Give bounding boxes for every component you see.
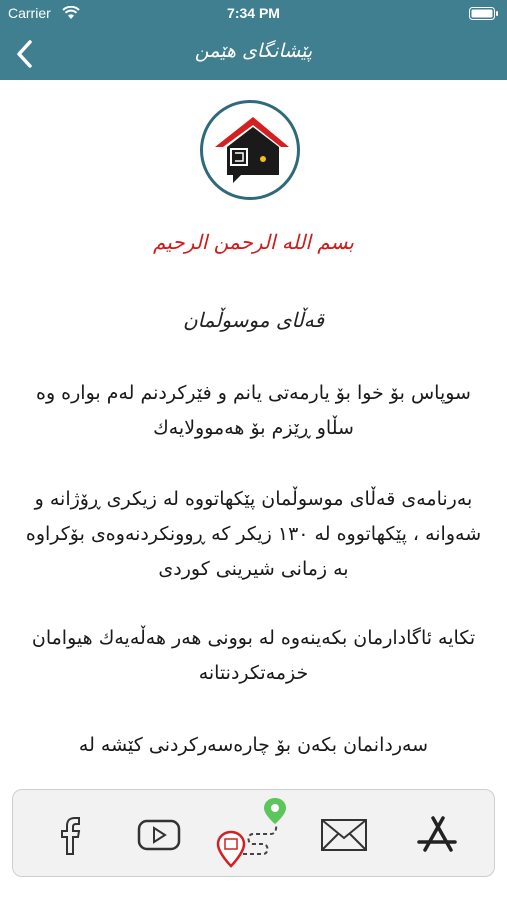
youtube-button[interactable] xyxy=(133,810,185,860)
basmala-text: بسم الله الرحمن الرحيم xyxy=(152,230,354,254)
visit-paragraph: سەردانمان بکەن بۆ چارەسەرکردنی کێشە لە xyxy=(78,734,429,756)
battery-icon xyxy=(469,7,499,20)
mail-button[interactable] xyxy=(318,810,370,860)
carrier-label: Carrier xyxy=(8,5,51,21)
map-route-button[interactable] xyxy=(213,794,293,874)
nav-bar xyxy=(0,28,507,80)
about-content[interactable] xyxy=(0,80,507,775)
page-title: پێشانگای هێمن xyxy=(194,40,313,62)
map-route-icon xyxy=(213,794,293,874)
facebook-icon xyxy=(45,810,97,860)
feedback-paragraph: تکایە ئاگادارمان بکەینەوە لە بوونی هەر هەڵەیەك هیوامان خزمەتکردنتانە xyxy=(31,627,476,684)
description-paragraph: بەرنامەی قەڵای موسوڵمان پێکهاتووە لە زیکری ڕۆژانە و شەوانە ، پێکهاتووە لە ١٣٠ زیکر کە ڕوونکردنەوەی بۆکراوە بە زمانی شیرینی کوردی xyxy=(25,488,482,580)
facebook-button[interactable] xyxy=(45,810,97,860)
youtube-icon xyxy=(133,810,185,860)
status-time: 7:34 PM xyxy=(227,5,280,21)
app-name-heading: قەڵای موسوڵمان xyxy=(182,308,325,332)
app-store-icon xyxy=(411,810,463,860)
mail-icon xyxy=(318,810,370,860)
status-bar xyxy=(0,0,507,28)
social-tab-bar xyxy=(12,789,495,877)
intro-paragraph: سوپاس بۆ خوا بۆ یارمەتی یانم و فێرکردنم لەم بوارە وە سڵاو ڕێزم بۆ هەموولایەك xyxy=(36,382,471,439)
app-store-button[interactable] xyxy=(411,810,463,860)
app-logo xyxy=(200,100,300,200)
